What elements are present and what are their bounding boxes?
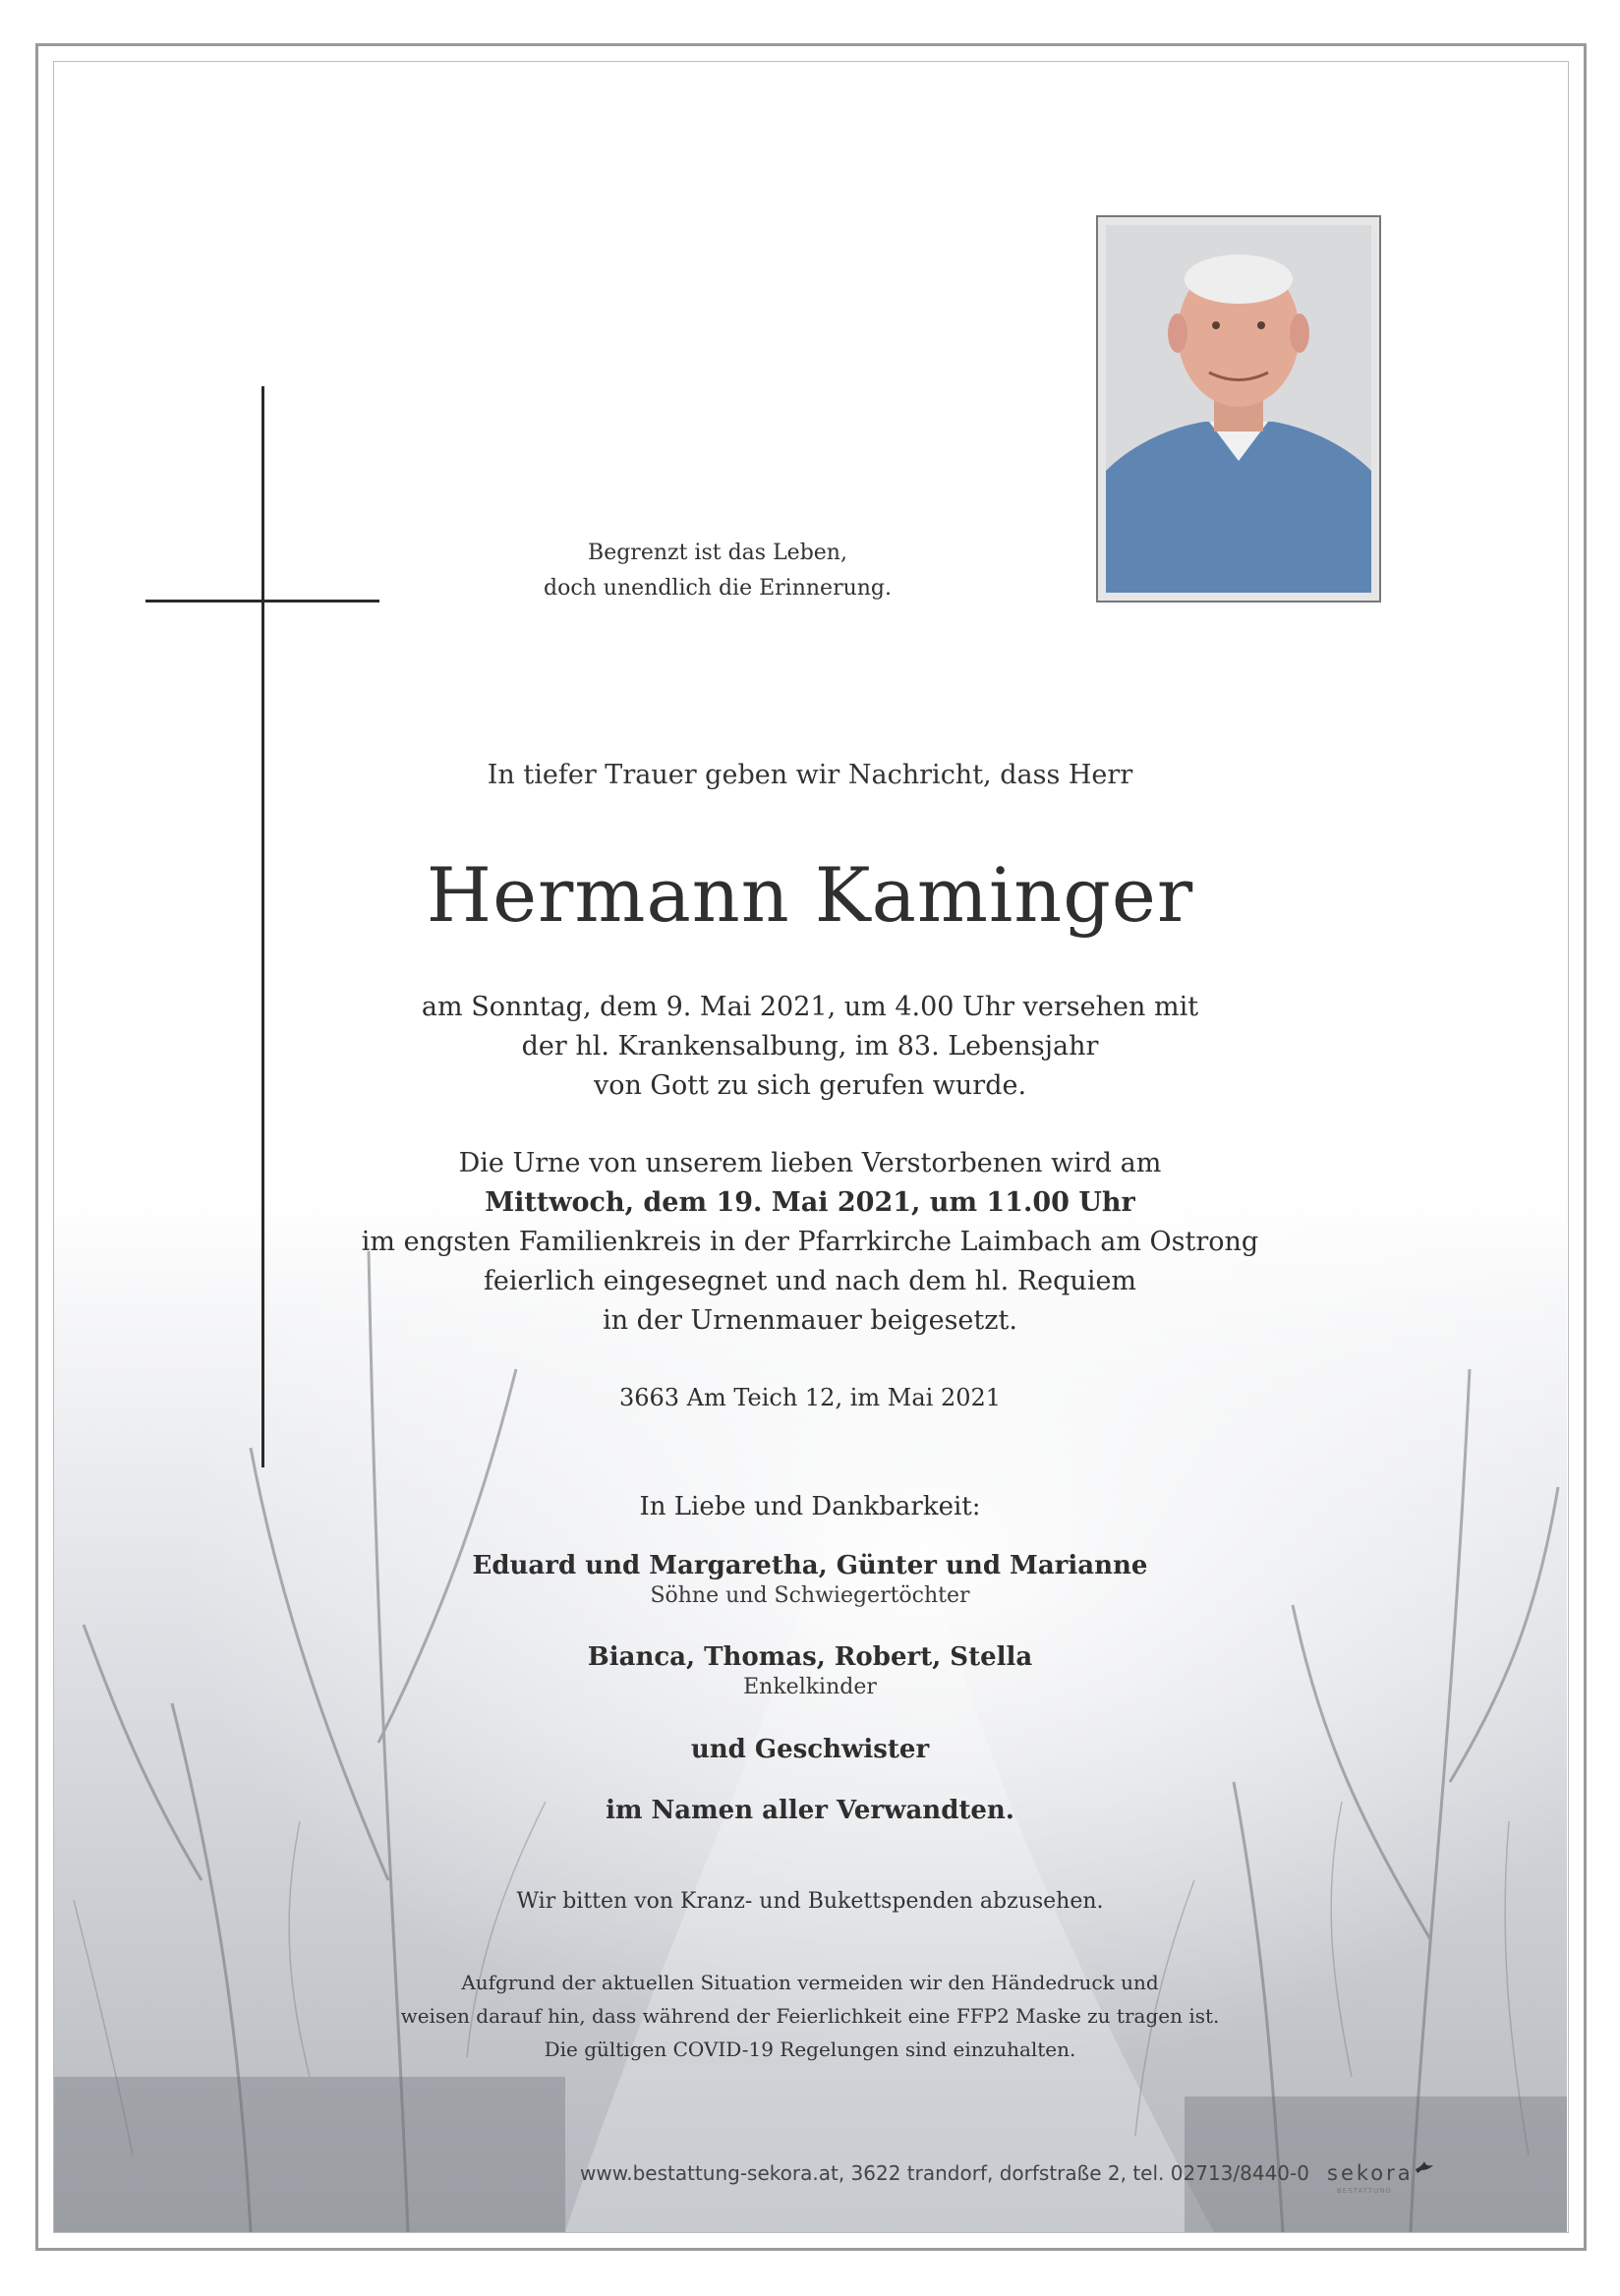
sekora-logo: sekora: [1327, 2161, 1414, 2185]
death-notice: [318, 988, 1302, 1106]
quote-line-2: doch unendlich die Erinnerung.: [543, 576, 892, 601]
footer-contact: www.bestattung-sekora.at, 3622 trandorf, dorfstraße 2, tel. 02713/8440-0: [580, 2161, 1309, 2185]
dove-icon: [1414, 2157, 1435, 2175]
deceased-name: Hermann Kaminger: [426, 851, 1194, 939]
covid-line-3: Die gültigen COVID-19 Regelungen sind einzuhalten.: [544, 2038, 1076, 2061]
covid-line-1: Aufgrund der aktuellen Situation vermeiden wir den Händedruck und: [461, 1971, 1159, 1994]
ceremony-line-3: im engsten Familienkreis in der Pfarrkirche Laimbach am Ostrong: [361, 1227, 1259, 1257]
address-date: 3663 Am Teich 12, im Mai 2021: [618, 1384, 1002, 1411]
covid-notice: [318, 1966, 1302, 2066]
death-line-3: von Gott zu sich gerufen wurde.: [593, 1070, 1027, 1101]
announcement-intro: In tiefer Trauer geben wir Nachricht, dass Herr: [487, 760, 1133, 790]
mourners-group-1-role: Söhne und Schwiegertöchter: [650, 1583, 970, 1608]
portrait-image: [1106, 225, 1371, 593]
sekora-logo-sub: BESTATTUNG: [1337, 2187, 1392, 2195]
mourners-group-2-role: Enkelkinder: [743, 1675, 877, 1699]
mourners-heading: In Liebe und Dankbarkeit:: [639, 1492, 981, 1521]
ceremony-notice: [318, 1144, 1302, 1341]
mourners-group-2: Bianca, Thomas, Robert, Stella: [587, 1642, 1033, 1672]
mourners-siblings: und Geschwister: [690, 1735, 930, 1764]
cross-horizontal-bar: [145, 600, 379, 603]
donation-request: Wir bitten von Kranz- und Bukettspenden abzusehen.: [516, 1889, 1104, 1914]
misty-path-background: [54, 1192, 1567, 2232]
ceremony-date: Mittwoch, dem 19. Mai 2021, um 11.00 Uhr: [485, 1187, 1135, 1218]
covid-line-2: weisen darauf hin, dass während der Feierlichkeit eine FFP2 Maske zu tragen ist.: [400, 2004, 1220, 2028]
death-line-2: der hl. Krankensalbung, im 83. Lebensjahr: [521, 1031, 1099, 1062]
ceremony-line-5: in der Urnenmauer beigesetzt.: [603, 1305, 1017, 1336]
mourners-group-1: Eduard und Margaretha, Günter und Marianne: [472, 1551, 1148, 1580]
quote-line-1: Begrenzt ist das Leben,: [588, 541, 847, 565]
cross-vertical-bar: [261, 386, 264, 1467]
memorial-quote: [511, 536, 924, 606]
ceremony-line-1: Die Urne von unserem lieben Verstorbenen wird am: [458, 1148, 1162, 1178]
footer: [550, 2159, 1514, 2199]
portrait-photo: [1096, 215, 1381, 603]
mourners-relatives: im Namen aller Verwandten.: [606, 1796, 1014, 1825]
ceremony-line-4: feierlich eingesegnet und nach dem hl. Requiem: [483, 1266, 1137, 1296]
death-line-1: am Sonntag, dem 9. Mai 2021, um 4.00 Uhr versehen mit: [421, 992, 1199, 1022]
